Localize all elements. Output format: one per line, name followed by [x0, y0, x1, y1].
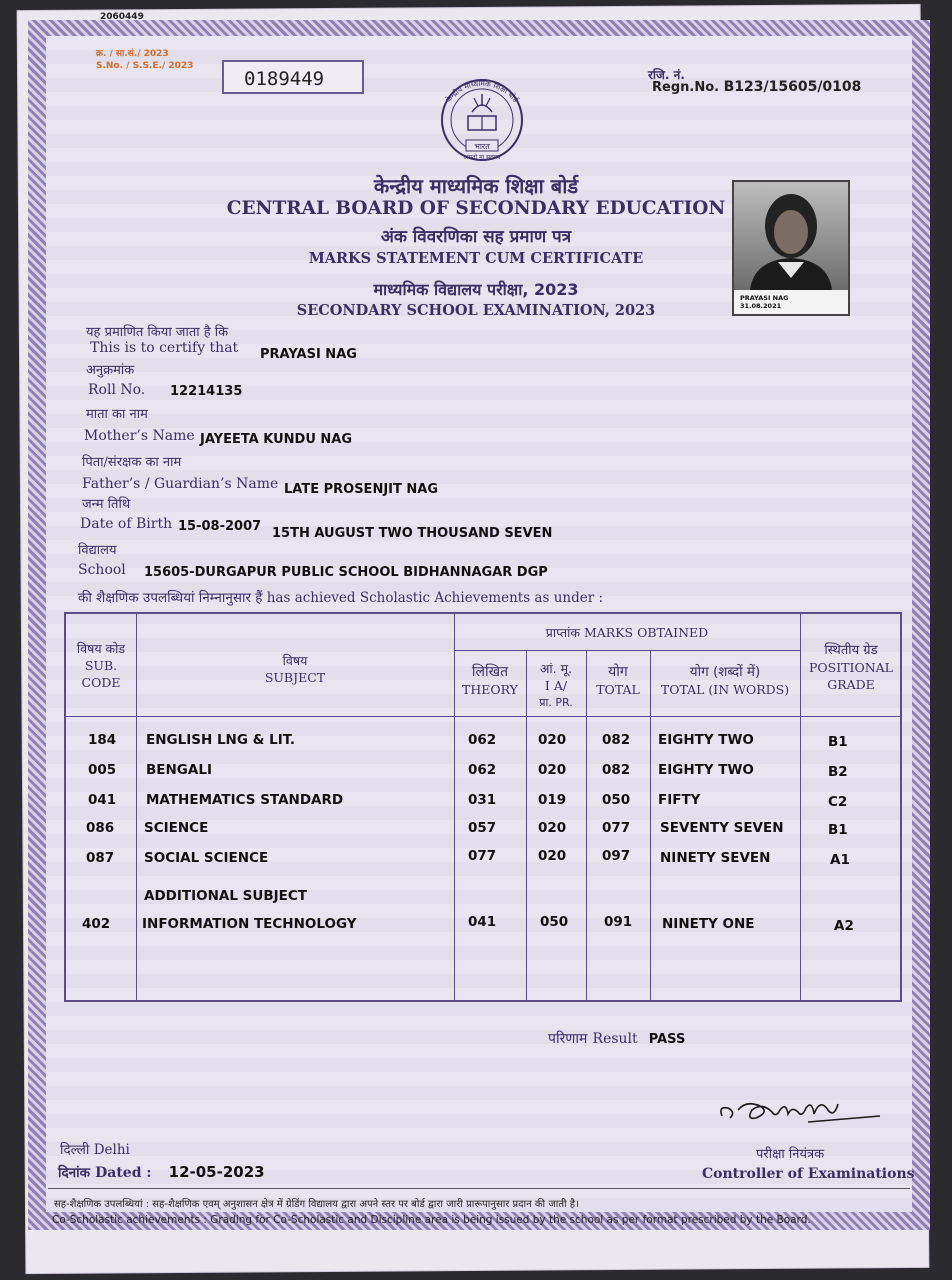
header-subject: विषय SUBJECT [264, 653, 326, 685]
row-grade: A1 [830, 852, 850, 868]
dob-value: 15-08-2007 [178, 519, 262, 534]
school-label: School [78, 562, 126, 578]
row-grade: A2 [834, 918, 854, 934]
row-subject: ENGLISH LNG & LIT. [146, 732, 296, 748]
row-theory: 057 [468, 820, 497, 836]
row-total: 082 [602, 732, 631, 748]
footnote-english: Co-Scholastic achievements : Grading for Co-Scholastic and Discipline area is being issued by the school as per format prescribed by the Board. [52, 1214, 811, 1226]
header-total-words: योग (शब्दों में) TOTAL (IN WORDS) [660, 664, 790, 697]
certify-label-hindi: यह प्रमाणित किया जाता है कि [86, 325, 229, 340]
controller-title-hindi: परीक्षा नियंत्रक [756, 1147, 825, 1162]
row-ia: 020 [538, 762, 567, 778]
row-theory: 062 [468, 732, 497, 748]
row-total: 050 [602, 792, 631, 808]
row-grade: B1 [828, 734, 848, 750]
controller-signature-icon [716, 1088, 886, 1128]
mother-name: JAYEETA KUNDU NAG [200, 432, 353, 447]
certificate-title-hindi: अंक विवरणिका सह प्रमाण पत्र [380, 227, 572, 247]
serial-stamp: क्र. / सा.सं./ 2023 S.No. / S.S.E./ 2023 [96, 49, 194, 71]
exam-title-hindi: माध्यमिक विद्यालय परीक्षा, 2023 [373, 280, 579, 299]
row-subject: INFORMATION TECHNOLOGY [142, 916, 357, 932]
dob-in-words: 15TH AUGUST TWO THOUSAND SEVEN [272, 526, 553, 541]
certify-label: This is to certify that [90, 340, 239, 356]
mother-label: Mother’s Name [84, 428, 195, 444]
student-portrait-icon [734, 182, 848, 290]
row-total: 082 [602, 762, 631, 778]
student-name: PRAYASI NAG [260, 347, 357, 362]
board-name-hindi: केन्द्रीय माध्यमिक शिक्षा बोर्ड [373, 174, 579, 198]
row-total: 077 [602, 820, 631, 836]
regn-number: Regn.No. B123/15605/0108 [652, 79, 862, 95]
dated-line: दिनांक Dated : 12-05-2023 [58, 1163, 265, 1181]
svg-text:केन्द्रीय माध्यमिक शिक्षा बोर्: केन्द्रीय माध्यमिक शिक्षा बोर्ड [443, 78, 521, 105]
row-words: NINETY SEVEN [660, 850, 771, 866]
footer-divider [48, 1188, 910, 1189]
row-words: NINETY ONE [662, 916, 755, 932]
issue-date: 12-05-2023 [168, 1163, 265, 1181]
achievements-intro: की शैक्षणिक उपलब्धियां निम्नानुसार हैं has achieved Scholastic Achievements as under : [78, 590, 604, 606]
header-total: योग TOTAL [596, 664, 640, 697]
svg-text:भारत: भारत [474, 142, 490, 151]
row-code: 005 [88, 762, 117, 778]
row-grade: C2 [828, 794, 848, 810]
board-name-english: CENTRAL BOARD OF SECONDARY EDUCATION [226, 198, 726, 219]
row-grade: B2 [828, 764, 848, 780]
row-code: 184 [88, 732, 117, 748]
header-theory: लिखित THEORY [462, 664, 518, 697]
result-line: परिणाम Result PASS [548, 1031, 686, 1047]
row-words: FIFTY [658, 792, 701, 808]
row-ia: 020 [538, 848, 567, 864]
row-subject: SCIENCE [144, 820, 209, 836]
row-ia: 020 [538, 732, 567, 748]
place-line: दिल्ली Delhi [60, 1142, 130, 1158]
row-code: 041 [88, 792, 117, 808]
row-code: 086 [86, 820, 115, 836]
regn-label-hindi: रजि. नं. [648, 68, 685, 82]
row-words: EIGHTY TWO [658, 732, 754, 748]
header-internal-assessment: आं. मू. I A/ प्रा. PR. [539, 661, 573, 709]
row-theory: 062 [468, 762, 497, 778]
row-grade: B1 [828, 822, 848, 838]
row-code: 402 [82, 916, 111, 932]
photo-caption: PRAYASI NAG 31.08.2021 [740, 294, 789, 310]
row-total: 091 [604, 914, 633, 930]
school-label-hindi: विद्यालय [78, 543, 117, 558]
school-name: 15605-DURGAPUR PUBLIC SCHOOL BIDHANNAGAR DGP [144, 565, 548, 580]
controller-title: Controller of Examinations [702, 1166, 915, 1182]
header-positional-grade: स्थितीय ग्रेड POSITIONAL GRADE [809, 643, 893, 692]
svg-text:असतो मा सद्गमय: असतो मा सद्गमय [463, 154, 501, 161]
row-ia: 020 [538, 820, 567, 836]
father-name: LATE PROSENJIT NAG [284, 482, 439, 497]
marks-table [64, 612, 902, 1002]
certificate-title-english: MARKS STATEMENT CUM CERTIFICATE [308, 250, 644, 267]
roll-label-hindi: अनुक्रमांक [86, 363, 135, 378]
row-theory: 031 [468, 792, 497, 808]
row-theory: 041 [468, 914, 497, 930]
header-marks-obtained: प्राप्तांक MARKS OBTAINED [545, 625, 709, 640]
serial-number-top: 2060449 [100, 12, 144, 22]
header-sub-code: विषय कोड SUB. CODE [76, 641, 126, 690]
roll-label: Roll No. [88, 382, 146, 398]
dob-label: Date of Birth [80, 516, 173, 532]
exam-title-english: SECONDARY SCHOOL EXAMINATION, 2023 [296, 302, 656, 319]
row-ia: 050 [540, 914, 569, 930]
cbse-logo-icon [428, 74, 536, 164]
father-label: Father’s / Guardian’s Name [82, 476, 279, 492]
footnote-hindi: सह-शैक्षणिक उपलब्धियां : सह-शैक्षणिक एवम् अनुशासन क्षेत्र में ग्रेडिंग विद्यालय द्वारा अपने स्तर पर बोर्ड द्वारा जारी प्रारूपानुसार प्रदान की जाती है। [54, 1199, 579, 1210]
additional-subject-heading: ADDITIONAL SUBJECT [144, 888, 307, 904]
dob-label-hindi: जन्म तिथि [82, 497, 131, 512]
roll-number: 12214135 [170, 384, 243, 399]
row-words: SEVENTY SEVEN [660, 820, 784, 836]
row-ia: 019 [538, 792, 567, 808]
row-total: 097 [602, 848, 631, 864]
student-photo [732, 180, 850, 316]
mother-label-hindi: माता का नाम [86, 407, 148, 422]
row-subject: BENGALI [146, 762, 212, 778]
row-theory: 077 [468, 848, 497, 864]
row-words: EIGHTY TWO [658, 762, 754, 778]
serial-number-box: 0189449 [222, 60, 364, 94]
result-value: PASS [648, 1032, 686, 1047]
father-label-hindi: पिता/संरक्षक का नाम [82, 455, 182, 470]
row-subject: MATHEMATICS STANDARD [146, 792, 344, 808]
row-code: 087 [86, 850, 115, 866]
row-subject: SOCIAL SCIENCE [144, 850, 269, 866]
